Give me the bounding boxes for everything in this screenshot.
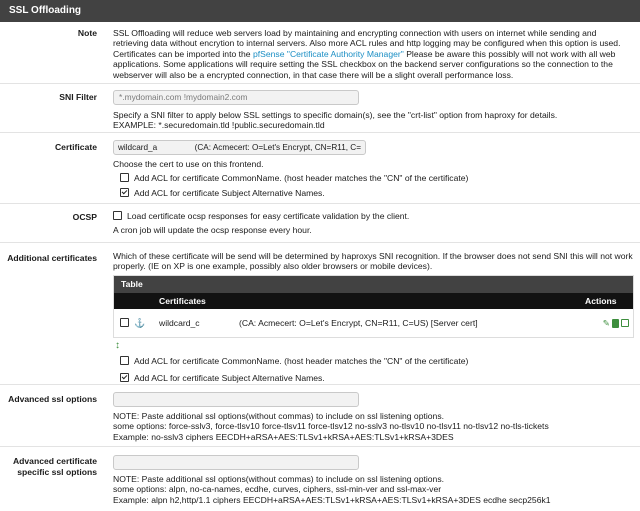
add-acl-cn-label: Add ACL for certificate CommonName. (host header matches the "CN" of the certificate) [134, 355, 469, 366]
advanced-ssl-options: some options: force-sslv3, force-tlsv10 force-tlsv11 force-tlsv12 no-sslv3 no-tlsv10 no-tlsv11 no-tlsv12 no-tls-tickets [113, 421, 549, 432]
advanced-cert-ssl-input[interactable] [113, 455, 359, 470]
sni-filter-label: SNI Filter [59, 92, 97, 102]
add-acl-san-checkbox[interactable] [120, 373, 129, 382]
certificates-table [113, 275, 634, 338]
copy-icon[interactable] [621, 319, 629, 327]
add-acl-cn-option [120, 356, 634, 366]
certificate-help: Choose the cert to use on this frontend. [113, 159, 264, 169]
add-row-icon[interactable]: ↕ [115, 339, 120, 351]
cert-acl-cn-option [120, 173, 634, 183]
sni-filter-input[interactable]: *.mydomain.com !mydomain2.com [113, 90, 359, 105]
sni-filter-row [0, 84, 640, 133]
add-acl-san-option [120, 373, 634, 383]
col-actions: Actions [585, 295, 617, 306]
cert-acl-san-label: Add ACL for certificate Subject Alternative Names. [134, 187, 325, 198]
section-title: SSL Offloading [0, 0, 640, 22]
ocsp-label: OCSP [72, 212, 97, 222]
col-certificates: Certificates [159, 295, 206, 306]
table-row [114, 309, 633, 337]
add-acl-cn-checkbox[interactable] [120, 356, 129, 365]
advanced-ssl-input[interactable] [113, 392, 359, 407]
sni-filter-example: EXAMPLE: *.securedomain.tld !public.securedomain.tld [113, 120, 325, 131]
advanced-cert-ssl-label-line2: specific ssl options [17, 467, 97, 477]
advanced-ssl-label: Advanced ssl options [8, 394, 97, 404]
advanced-cert-ssl-row [0, 447, 640, 511]
advanced-ssl-note: NOTE: Paste additional ssl options(without commas) to include on ssl listening options. [113, 411, 445, 421]
add-acl-san-label: Add ACL for certificate Subject Alternative Names. [134, 373, 325, 384]
advanced-cert-ssl-example: Example: alpn h2,http/1.1 ciphers EECDH+aRSA+AES:TLSv1+kRSA+AES:TLSv1+kRSA+3DES ecdhe secp256k1 [113, 494, 551, 505]
certificate-manager-link[interactable]: pfSense "Certificate Authority Manager" [252, 48, 404, 59]
row-select-checkbox[interactable] [120, 318, 129, 327]
advanced-cert-ssl-options: some options: alpn, no-ca-names, ecdhe, curves, ciphers, ssl-min-ver and ssl-max-ver [113, 484, 442, 495]
advanced-ssl-row [0, 385, 640, 447]
cert-acl-cn-label: Add ACL for certificate CommonName. (host header matches the "CN" of the certificate) [134, 173, 469, 184]
certificate-label: Certificate [54, 142, 97, 152]
certificate-row [0, 133, 640, 204]
trash-icon[interactable] [612, 319, 619, 328]
advanced-ssl-example: Example: no-sslv3 ciphers EECDH+aRSA+AES:TLSv1+kRSA+AES:TLSv1+kRSA+3DES [113, 431, 454, 442]
certificate-select[interactable] [113, 140, 366, 155]
certificate-selected-name: wildcard_a [118, 143, 158, 152]
table-header-row [114, 293, 633, 309]
additional-certs-label: Additional certificates [7, 253, 97, 263]
note-label: Note [77, 28, 97, 38]
additional-certs-description: Which of these certificate will be send will be determined by haproxys SNI recognition. If the browser does not send SNI this will not work properly. (IE on XP is one example, possibly also older browsers or mobile devices). [113, 251, 633, 272]
note-row [0, 22, 640, 84]
row-cert-name: wildcard_c [159, 317, 200, 328]
row-cert-detail: (CA: Acmecert: O=Let's Encrypt, CN=R11, C=US) [Server cert] [239, 317, 478, 328]
note-text-before: SSL Offloading will reduce web servers load by maintaining and encrypting connection with users on internet while sending and retrieving data without encrytion to internal servers. Also more ACL rules and http logging may be configured when this option is used. Certificates can be imported into the [113, 28, 621, 59]
sni-filter-help: Specify a SNI filter to apply below SSL settings to specific domain(s), see the "crt-list" option from haproxy for details. [113, 110, 558, 120]
cert-acl-cn-checkbox[interactable] [120, 173, 129, 182]
ocsp-checkbox-label: Load certificate ocsp responses for easy certificate validation by the client. [127, 211, 410, 221]
ocsp-checkbox[interactable] [113, 211, 122, 220]
ocsp-help: A cron job will update the ocsp response every hour. [113, 225, 312, 236]
additional-certs-row [0, 243, 640, 385]
ocsp-option [113, 211, 634, 221]
anchor-icon[interactable]: ⚓ [134, 317, 146, 328]
ocsp-row [0, 204, 640, 243]
advanced-cert-ssl-note: NOTE: Paste additional ssl options(without commas) to include on ssl listening options. [113, 474, 445, 484]
row-actions [581, 318, 633, 328]
note-text [105, 22, 640, 83]
advanced-cert-ssl-label-line1: Advanced certificate [12, 456, 97, 466]
note-text-after: Please be aware this possibly will not work with all web applications. Some applications will require setting the SSL checkbox on the backend server configurations so the connection to the webserver will also be a encrypted connection, in that case there will be a slight overall performance loss. [113, 48, 616, 80]
certificate-selected-detail: (CA: Acmecert: O=Let's Encrypt, CN=R11, C= [194, 143, 361, 152]
advanced-cert-ssl-label [0, 447, 105, 511]
table-title: Table [114, 276, 633, 293]
edit-icon[interactable]: ✎ [602, 317, 610, 328]
cert-acl-san-option [120, 188, 634, 198]
cert-acl-san-checkbox[interactable] [120, 188, 129, 197]
